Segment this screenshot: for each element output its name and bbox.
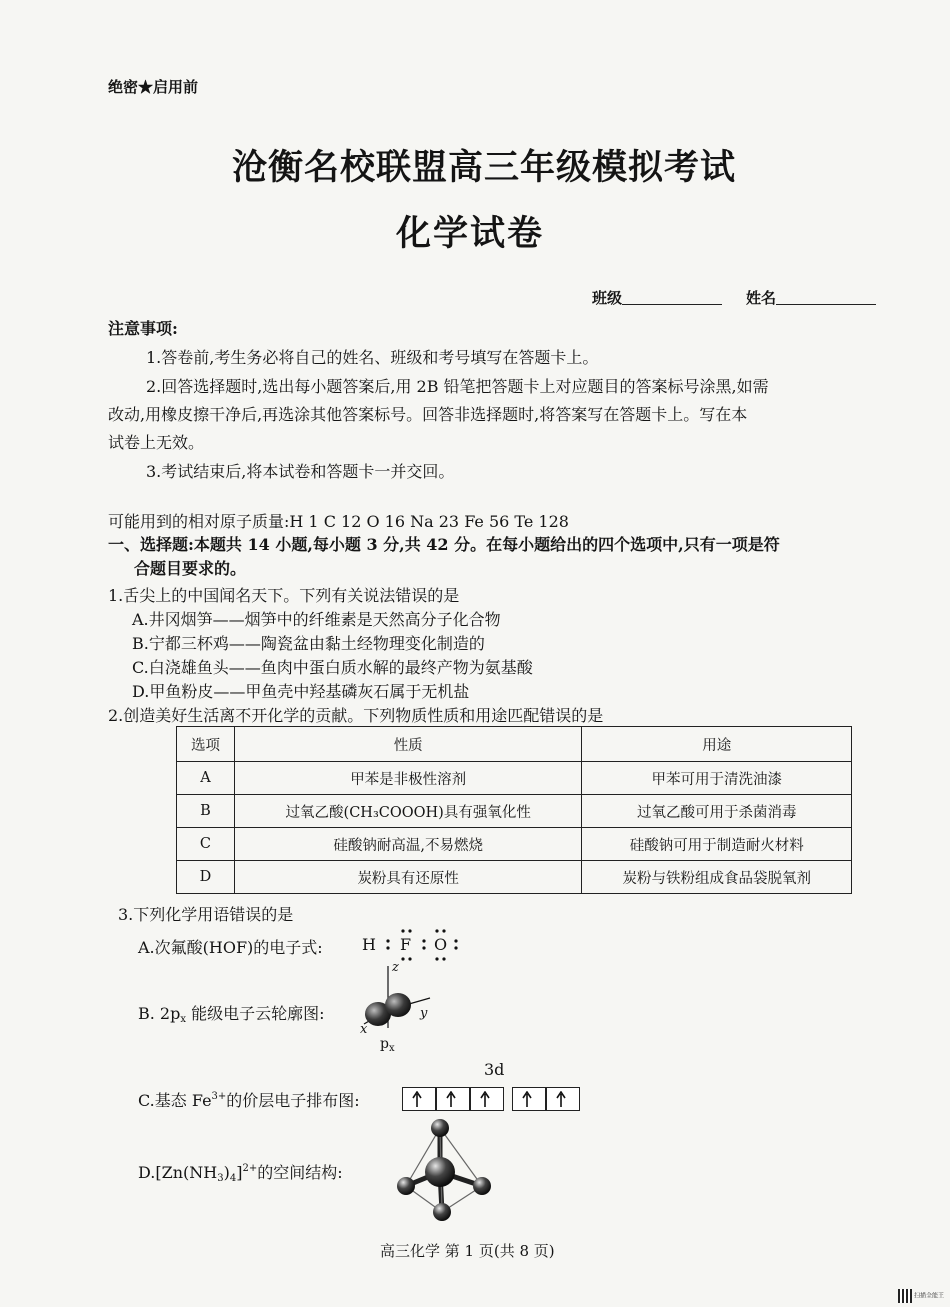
note-1: 1.答卷前,考生务必将自己的姓名、班级和考号填写在答题卡上。	[146, 348, 599, 367]
q3-b-text-pre: B. 2p	[138, 1004, 181, 1023]
hof-electron-formula	[362, 926, 472, 962]
q3-d-text-bracket: ]	[236, 1163, 243, 1182]
table-cell: 甲苯是非极性溶剂	[234, 762, 582, 795]
confidential-label: 绝密★启用前	[108, 78, 199, 96]
q3-d-text-mid: )	[223, 1163, 230, 1182]
section1-line2: 合题目要求的。	[134, 559, 247, 578]
table-cell: A	[177, 762, 235, 795]
spin-up-arrow-icon	[411, 1091, 423, 1107]
table-header-row	[177, 727, 852, 762]
orbital-3d-label: 3d	[484, 1060, 505, 1079]
table-cell: 硅酸钠耐高温,不易燃烧	[234, 828, 582, 861]
orbital-caption	[380, 1036, 395, 1054]
q3-c-text-pre: C.基态 Fe	[138, 1091, 212, 1110]
q1-stem: 1.舌尖上的中国闻名天下。下列有关说法错误的是	[108, 586, 460, 605]
q3-option-c	[138, 1088, 360, 1111]
orbital-box	[546, 1087, 580, 1111]
table-row	[177, 828, 852, 861]
q3-b-text-post: 能级电子云轮廓图:	[186, 1004, 325, 1023]
table-cell: 炭粉具有还原性	[234, 861, 582, 894]
q3-d-sub3: 3	[217, 1173, 224, 1184]
atom-o: O	[434, 935, 448, 954]
note-3: 3.考试结束后,将本试卷和答题卡一并交回。	[146, 462, 455, 481]
table-cell: C	[177, 828, 235, 861]
q3-d-sup: 2+	[242, 1163, 258, 1174]
electron-dots	[362, 926, 472, 962]
orbital-box	[512, 1087, 546, 1111]
q3-option-b	[138, 1001, 324, 1025]
q2-stem: 2.创造美好生活离不开化学的贡献。下列物质性质和用途匹配错误的是	[108, 706, 604, 725]
table-cell: D	[177, 861, 235, 894]
class-label: 班级	[592, 289, 623, 307]
q1-option-b: B.宁都三杯鸡——陶瓷盆由黏土经物理变化制造的	[132, 634, 485, 653]
q3-a-text: A.次氟酸(HOF)的电子式:	[138, 938, 323, 957]
q1-option-a: A.井冈烟笋——烟笋中的纤维素是天然高分子化合物	[132, 610, 501, 629]
table-cell: 甲苯可用于清洗油漆	[582, 762, 852, 795]
q3-option-d	[138, 1160, 343, 1184]
name-field	[746, 287, 876, 308]
scanner-stamp-text: 扫描全能王	[913, 1292, 944, 1300]
table-row	[177, 795, 852, 828]
p-orbital-figure	[348, 958, 438, 1058]
orbital-box	[436, 1087, 470, 1111]
page-footer: 高三化学 第 1 页(共 8 页)	[380, 1242, 555, 1260]
q3-option-a	[138, 935, 323, 958]
class-blank	[622, 290, 722, 305]
axis-z-label: z	[392, 960, 399, 975]
axis-y-label: y	[420, 1006, 428, 1021]
table-cell: 硅酸钠可用于制造耐火材料	[582, 828, 852, 861]
zn-complex-model-icon	[392, 1112, 502, 1224]
q3-c-text-post: 的价层电子排布图:	[226, 1091, 360, 1110]
table-cell: B	[177, 795, 235, 828]
exam-subtitle: 化学试卷	[396, 213, 545, 254]
orbital-box	[402, 1087, 436, 1111]
table-header-cell: 性质	[234, 727, 582, 762]
table-header-cell: 选项	[177, 727, 235, 762]
axis-x-label: x	[360, 1022, 368, 1037]
name-label: 姓名	[746, 289, 777, 307]
orbital-caption-sub: x	[388, 1043, 395, 1054]
table-row	[177, 861, 852, 894]
note-2-line3: 试卷上无效。	[108, 433, 205, 452]
q1-option-d: D.甲鱼粉皮——甲鱼壳中羟基磷灰石属于无机盐	[132, 682, 470, 701]
q3-c-text-sup: 3+	[211, 1091, 227, 1102]
q2-table	[176, 726, 852, 894]
table-cell: 过氧乙酸可用于杀菌消毒	[582, 795, 852, 828]
tetrahedral-structure	[392, 1112, 502, 1224]
spin-up-arrow-icon	[555, 1091, 567, 1107]
notes-heading: 注意事项:	[108, 319, 178, 338]
exam-title: 沧衡名校联盟高三年级模拟考试	[232, 147, 737, 188]
orbital-box	[470, 1087, 504, 1111]
table-cell: 炭粉与铁粉组成食品袋脱氧剂	[582, 861, 852, 894]
q3-b-text-sub: x	[180, 1014, 186, 1025]
name-blank	[776, 290, 876, 305]
note-2-line1: 2.回答选择题时,选出每小题答案后,用 2B 铅笔把答题卡上对应题目的答案标号涂黑,如需	[146, 377, 769, 396]
note-2-line2: 改动,用橡皮擦干净后,再选涂其他答案标号。回答非选择题时,将答案写在答题卡上。写在本	[108, 405, 748, 424]
atom-h: H	[362, 935, 376, 954]
spin-up-arrow-icon	[445, 1091, 457, 1107]
spin-up-arrow-icon	[479, 1091, 491, 1107]
qr-code-icon	[898, 1289, 912, 1303]
class-field	[592, 287, 722, 308]
atom-f: F	[400, 935, 412, 954]
q1-option-c: C.白浇雄鱼头——鱼肉中蛋白质水解的最终产物为氨基酸	[132, 658, 533, 677]
q3-d-text-pre: D.[Zn(NH	[138, 1163, 218, 1182]
orbital-caption-main: p	[380, 1036, 389, 1052]
table-row	[177, 762, 852, 795]
q3-stem: 3.下列化学用语错误的是	[118, 905, 294, 924]
section1-line1: 一、选择题:本题共 14 小题,每小题 3 分,共 42 分。在每小题给出的四个选项中,只有一项是符	[108, 535, 780, 554]
q3-d-sub4: 4	[229, 1173, 237, 1184]
scanner-stamp	[898, 1289, 944, 1303]
atomic-masses: 可能用到的相对原子质量:H 1 C 12 O 16 Na 23 Fe 56 Te 128	[108, 512, 569, 531]
spin-up-arrow-icon	[521, 1091, 533, 1107]
q3-d-text-post: 的空间结构:	[257, 1163, 343, 1182]
table-cell: 过氧乙酸(CH₃COOOH)具有强氧化性	[234, 795, 582, 828]
table-header-cell: 用途	[582, 727, 852, 762]
